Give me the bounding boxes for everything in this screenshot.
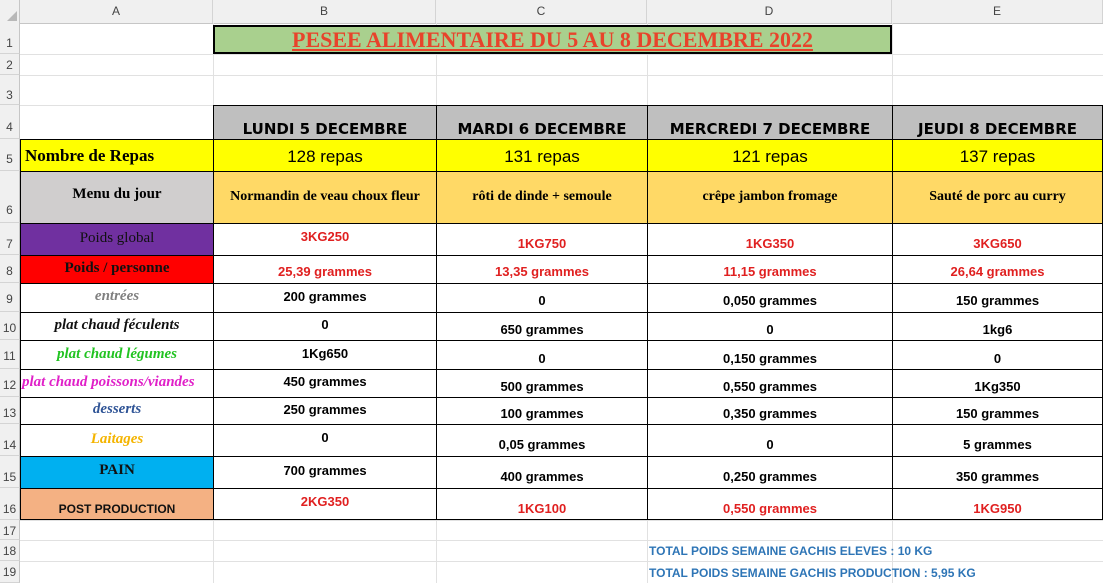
row-header-3[interactable]: 3: [0, 75, 20, 105]
row-label-poids-personne[interactable]: Poids / personne: [20, 255, 214, 284]
grid-line: [20, 520, 1103, 521]
row-label-pain[interactable]: PAIN: [20, 456, 214, 489]
row-label-legumes[interactable]: plat chaud légumes: [20, 340, 214, 370]
value-cell[interactable]: 0,05 grammes: [436, 424, 648, 457]
day-header-tuesday[interactable]: MARDI 6 DECEMBRE: [436, 105, 648, 140]
value-cell[interactable]: 0,050 grammes: [647, 283, 893, 313]
menu-monday[interactable]: Normandin de veau choux fleur: [213, 171, 437, 224]
row-header-12[interactable]: 12: [0, 369, 20, 397]
row-header-5[interactable]: 5: [0, 139, 20, 171]
value-cell[interactable]: 0: [647, 312, 893, 341]
value-cell[interactable]: 1Kg650: [213, 340, 437, 370]
value-cell[interactable]: 1KG100: [436, 488, 648, 520]
value-cell[interactable]: 500 grammes: [436, 369, 648, 398]
total-production[interactable]: TOTAL POIDS SEMAINE GACHIS PRODUCTION : 5,95 KG: [649, 565, 976, 580]
value-cell[interactable]: 650 grammes: [436, 312, 648, 341]
value-cell[interactable]: 13,35 grammes: [436, 255, 648, 284]
day-header-thursday[interactable]: JEUDI 8 DECEMBRE: [892, 105, 1103, 140]
value-cell[interactable]: 0: [213, 312, 437, 341]
value-cell[interactable]: 0,250 grammes: [647, 456, 893, 489]
meals-thursday[interactable]: 137 repas: [892, 139, 1103, 172]
value-cell[interactable]: 5 grammes: [892, 424, 1103, 457]
value-cell[interactable]: 2KG350: [213, 488, 437, 520]
value-cell[interactable]: 250 grammes: [213, 397, 437, 425]
total-eleves[interactable]: TOTAL POIDS SEMAINE GACHIS ELEVES : 10 KG: [649, 544, 933, 558]
value-cell[interactable]: 1Kg350: [892, 369, 1103, 398]
value-cell[interactable]: 200 grammes: [213, 283, 437, 313]
row-label-desserts[interactable]: desserts: [20, 397, 214, 425]
row-header-8[interactable]: 8: [0, 255, 20, 283]
value-cell[interactable]: 1kg6: [892, 312, 1103, 341]
meals-tuesday[interactable]: 131 repas: [436, 139, 648, 172]
column-header-a[interactable]: A: [20, 0, 213, 23]
grid-line: [20, 54, 1103, 55]
value-cell[interactable]: 1KG950: [892, 488, 1103, 520]
value-cell[interactable]: 3KG250: [213, 223, 437, 256]
value-cell[interactable]: 26,64 grammes: [892, 255, 1103, 284]
value-cell[interactable]: 0,350 grammes: [647, 397, 893, 425]
menu-label[interactable]: Menu du jour: [20, 171, 214, 224]
grid-line: [20, 75, 1103, 76]
row-header-18[interactable]: 18: [0, 540, 20, 561]
column-header-b[interactable]: B: [213, 0, 436, 23]
value-cell[interactable]: 0: [892, 340, 1103, 370]
value-cell[interactable]: 350 grammes: [892, 456, 1103, 489]
meals-label[interactable]: Nombre de Repas: [20, 139, 214, 172]
row-label-poissons-viandes[interactable]: plat chaud poissons/viandes: [20, 369, 214, 398]
value-cell[interactable]: 1KG350: [647, 223, 893, 256]
sheet-title[interactable]: PESEE ALIMENTAIRE DU 5 AU 8 DECEMBRE 2022: [213, 25, 892, 54]
value-cell[interactable]: 0,550 grammes: [647, 369, 893, 398]
row-header-13[interactable]: 13: [0, 397, 20, 424]
row-header-9[interactable]: 9: [0, 283, 20, 312]
value-cell[interactable]: 11,15 grammes: [647, 255, 893, 284]
row-header-4[interactable]: 4: [0, 105, 20, 139]
meals-monday[interactable]: 128 repas: [213, 139, 437, 172]
row-label-post-production[interactable]: POST PRODUCTION: [20, 488, 214, 520]
row-label-feculents[interactable]: plat chaud féculents: [20, 312, 214, 341]
value-cell[interactable]: 150 grammes: [892, 283, 1103, 313]
row-header-2[interactable]: 2: [0, 54, 20, 75]
value-cell[interactable]: 700 grammes: [213, 456, 437, 489]
row-header-16[interactable]: 16: [0, 488, 20, 520]
day-header-wednesday[interactable]: MERCREDI 7 DECEMBRE: [647, 105, 893, 140]
row-label-laitages[interactable]: Laitages: [20, 424, 214, 457]
value-cell[interactable]: 150 grammes: [892, 397, 1103, 425]
menu-wednesday[interactable]: crêpe jambon fromage: [647, 171, 893, 224]
row-label-poids-global[interactable]: Poids global: [20, 223, 214, 256]
meals-wednesday[interactable]: 121 repas: [647, 139, 893, 172]
row-header-6[interactable]: 6: [0, 171, 20, 223]
row-header-15[interactable]: 15: [0, 456, 20, 488]
row-header-1[interactable]: 1: [0, 23, 20, 54]
day-header-monday[interactable]: LUNDI 5 DECEMBRE: [213, 105, 437, 140]
value-cell[interactable]: 1KG750: [436, 223, 648, 256]
row-header-19[interactable]: 19: [0, 561, 20, 583]
corner-triangle-icon: [7, 11, 17, 21]
value-cell[interactable]: 0: [436, 340, 648, 370]
column-header-e[interactable]: E: [892, 0, 1103, 23]
column-header-d[interactable]: D: [647, 0, 892, 23]
value-cell[interactable]: 100 grammes: [436, 397, 648, 425]
row-header-14[interactable]: 14: [0, 424, 20, 456]
row-header-10[interactable]: 10: [0, 312, 20, 340]
value-cell[interactable]: 0: [213, 424, 437, 457]
menu-thursday[interactable]: Sauté de porc au curry: [892, 171, 1103, 224]
value-cell[interactable]: 450 grammes: [213, 369, 437, 398]
row-header-17[interactable]: 17: [0, 520, 20, 540]
row-label-entrees[interactable]: entrées: [20, 283, 214, 313]
row-header-7[interactable]: 7: [0, 223, 20, 255]
value-cell[interactable]: 0: [647, 424, 893, 457]
select-all-corner[interactable]: [0, 0, 20, 23]
value-cell[interactable]: 0,550 grammes: [647, 488, 893, 520]
value-cell[interactable]: 400 grammes: [436, 456, 648, 489]
value-cell[interactable]: 0: [436, 283, 648, 313]
value-cell[interactable]: 3KG650: [892, 223, 1103, 256]
value-cell[interactable]: 25,39 grammes: [213, 255, 437, 284]
column-header-c[interactable]: C: [436, 0, 647, 23]
menu-tuesday[interactable]: rôti de dinde + semoule: [436, 171, 648, 224]
row-header-11[interactable]: 11: [0, 340, 20, 369]
value-cell[interactable]: 0,150 grammes: [647, 340, 893, 370]
